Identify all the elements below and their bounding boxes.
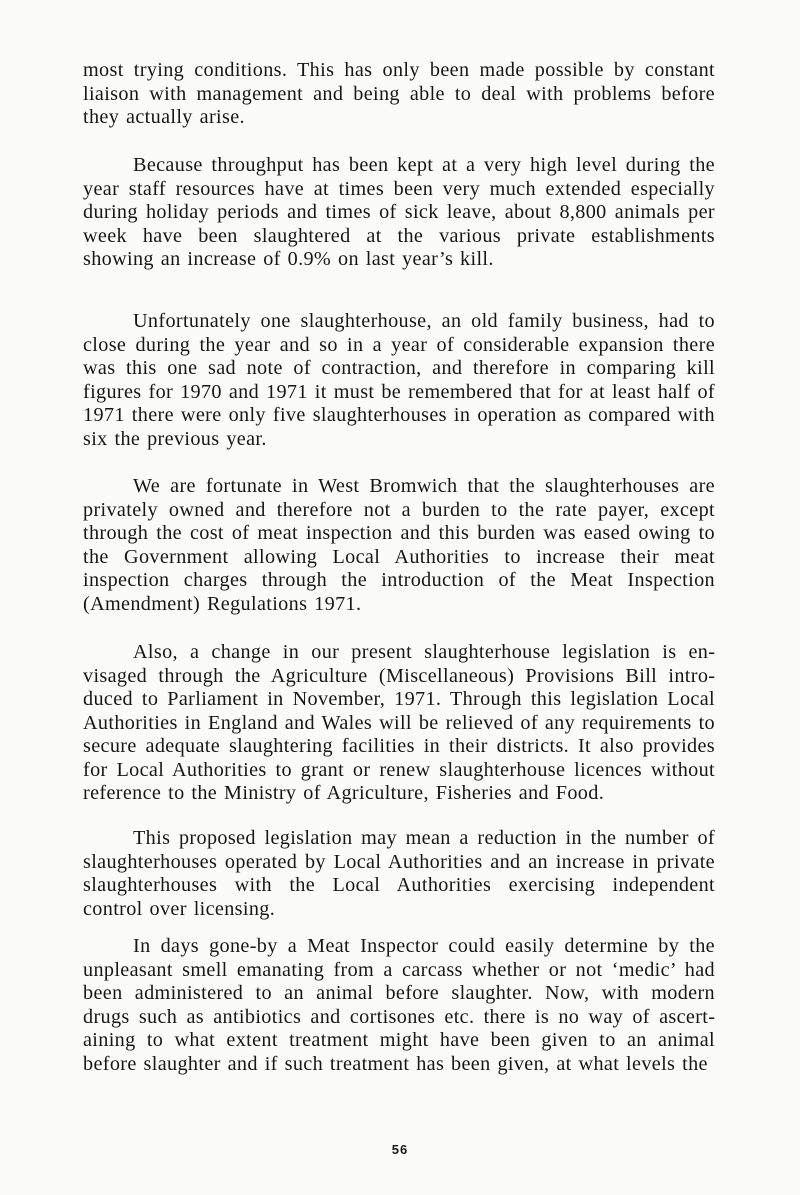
paragraph-west-bromwich: We are fortunate in West Bromwich that the slaughterhouses are privately owned and therefore not a burden to the rate payer, except through the cost of meat inspection and this burden was eased owing to the Government allowing Local Authorities to increase their meat inspection charges through the introduction of the Meat Inspection (Amendment) Regulations 1971. xyxy=(83,475,715,615)
paragraph-proposed-legislation: This proposed legislation may mean a reduction in the number of slaughterhouses operated by Local Authorities and an increase in private slaughterhouses with the Local Authorities exercising independent control over licensing. xyxy=(83,827,715,920)
paragraph-legislation-change: Also, a change in our present slaughterhouse legislation is envisaged through the Agriculture (Miscellaneous) Provisions Bill introduced to Parliament in November, 1971. Through this legislation Local Authorities in England and Wales will be relieved of any requirements to secure adequate slaughtering facilities in their districts. It also provides for Local Authorities to grant or renew slaughterhouse licences without reference to the Ministry of Agriculture, Fisheries and Food. xyxy=(83,641,715,804)
paragraph-continuation: most trying conditions. This has only been made possible by constant liaison with management and being able to deal with problems before they actually arise. xyxy=(83,59,715,128)
paragraph-slaughterhouse-closure: Unfortunately one slaughterhouse, an old family business, had to close during the year and so in a year of considerable expansion there was this one sad note of contraction, and therefore in comparing kill figures for 1970 and 1971 it must be remembered that for at least half of 1971 there were only five slaughterhouses in operation as compared with six the previous year. xyxy=(83,310,715,450)
paragraph-throughput: Because throughput has been kept at a very high level during the year staff resources have at times been very much extended especially during holiday periods and times of sick leave, about 8,800 animals per week have been slaughtered at the various private establishments showing an increase of 0.9% on last year’s kill. xyxy=(83,154,715,270)
paragraph-meat-inspector: In days gone-by a Meat Inspector could easily determine by the unpleasant smell emanating from a carcass whether or not ‘medic’ had been administered to an animal before slaughter. Now, with modern drugs such as antibiotics and cortisones etc. there is no way of ascertaining to what extent treatment might have been given to an animal before slaughter and if such treatment has been given, at what levels the xyxy=(83,935,715,1075)
page-number: 56 xyxy=(391,1142,409,1157)
